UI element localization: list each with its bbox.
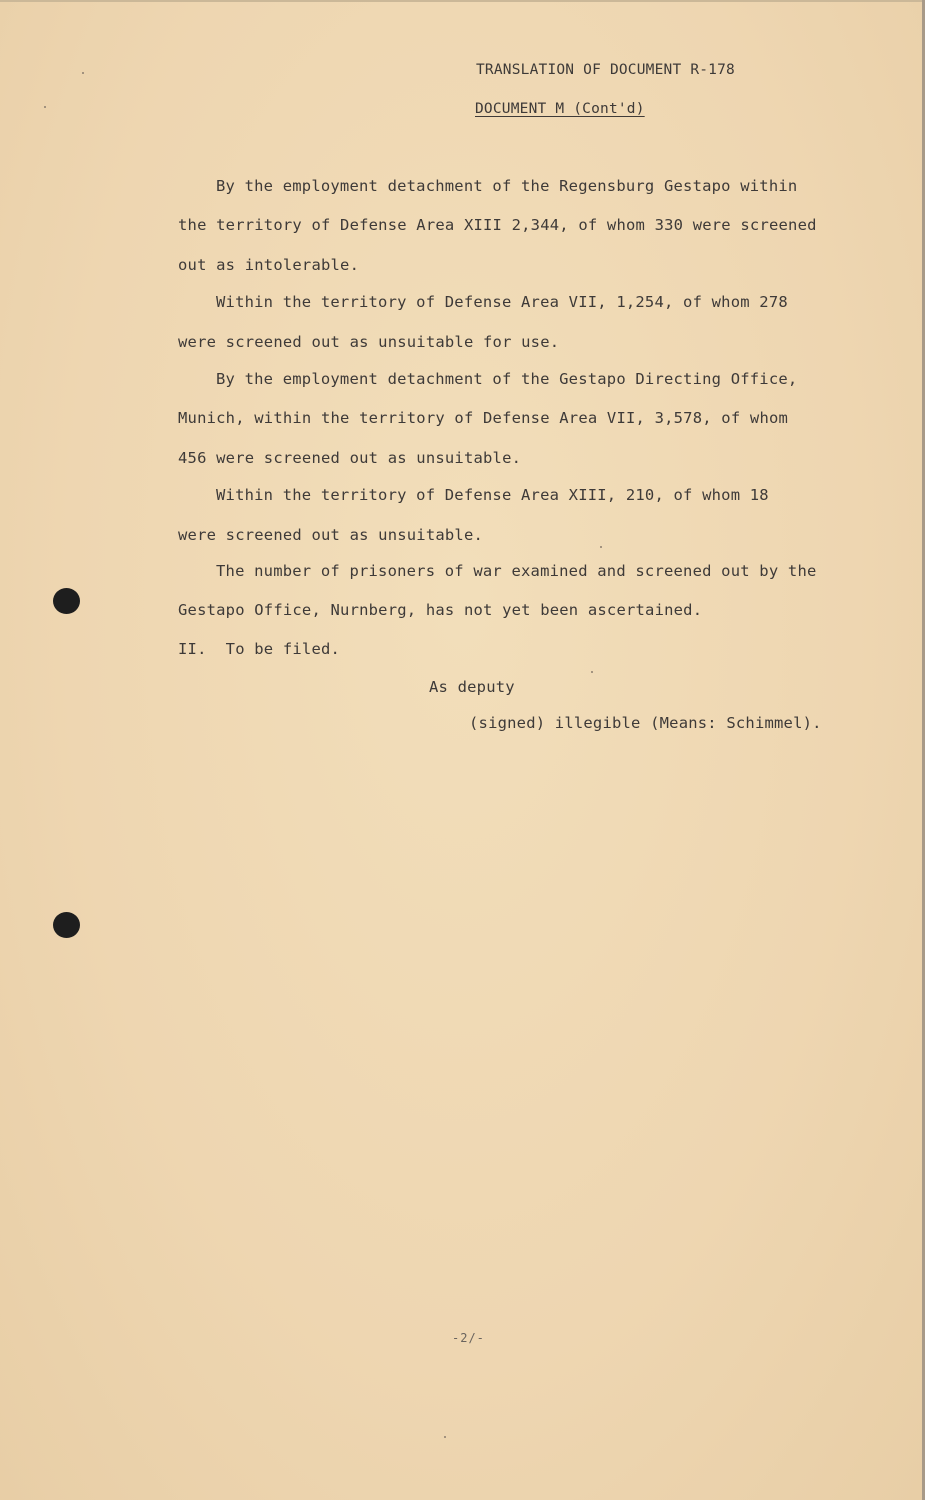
page-number: -2/- <box>452 1331 485 1345</box>
paragraph-5-line-2: Gestapo Office, Nurnberg, has not yet been ascertained. <box>178 601 703 619</box>
page-top-edge <box>0 0 925 2</box>
translation-title: TRANSLATION OF DOCUMENT R-178 <box>476 62 735 78</box>
paragraph-3-line-1: By the employment detachment of the Gestapo Directing Office, <box>216 370 798 388</box>
paragraph-1-line-2: the territory of Defense Area XIII 2,344, of whom 330 were screened <box>178 216 817 234</box>
paragraph-2-line-2: were screened out as unsuitable for use. <box>178 333 560 351</box>
paper-speck <box>591 671 593 673</box>
paper-speck <box>444 1436 446 1438</box>
filing-note: II. To be filed. <box>178 640 341 658</box>
paper-speck <box>82 72 84 74</box>
paragraph-3-line-3: 456 were screened out as unsuitable. <box>178 449 522 467</box>
paper-speck <box>44 106 46 108</box>
paragraph-5-line-1: The number of prisoners of war examined and screened out by the <box>216 562 817 580</box>
signature-signed-line: (signed) illegible (Means: Schimmel). <box>469 714 822 732</box>
punch-hole-lower <box>53 912 80 938</box>
paper-speck <box>600 546 602 548</box>
signature-as-deputy: As deputy <box>429 678 515 696</box>
paragraph-2-line-1: Within the territory of Defense Area VII, 1,254, of whom 278 <box>216 293 788 311</box>
document-title: DOCUMENT M (Cont'd) <box>475 101 645 117</box>
paragraph-4-line-2: were screened out as unsuitable. <box>178 526 484 544</box>
paragraph-3-line-2: Munich, within the territory of Defense Area VII, 3,578, of whom <box>178 409 789 427</box>
paragraph-1-line-3: out as intolerable. <box>178 256 360 274</box>
punch-hole-upper <box>53 588 80 614</box>
paragraph-4-line-1: Within the territory of Defense Area XIII, 210, of whom 18 <box>216 486 769 504</box>
paragraph-1-line-1: By the employment detachment of the Regensburg Gestapo within <box>216 177 798 195</box>
